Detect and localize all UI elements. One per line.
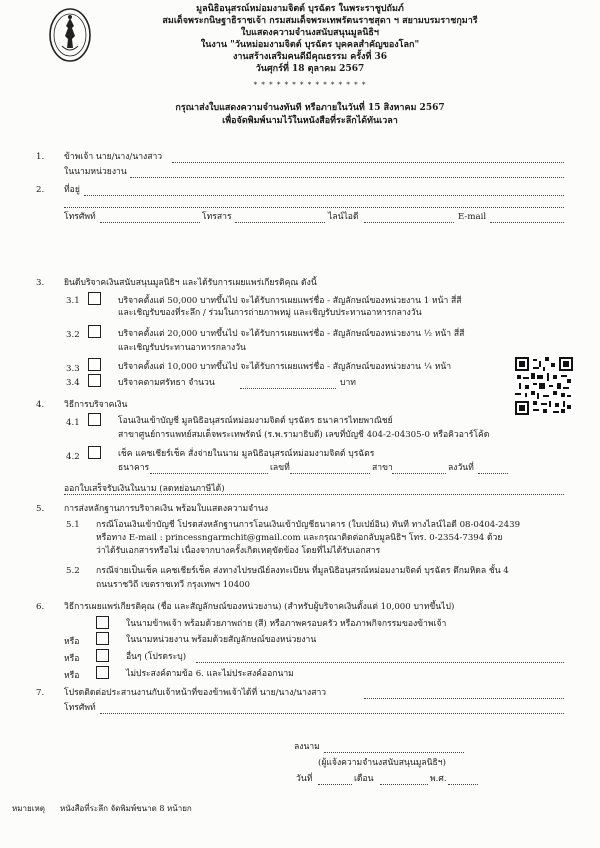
evidence-5-1-line-b: หรือทาง E-mail : princessngarmchit@gmail.com และกรุณาติดต่อกลับมูลนิธิฯ โทร. 0-2354-7394 ด้วย [96,533,503,543]
sign-year-label: พ.ศ. [430,774,447,784]
section4-number: 4. [36,400,45,410]
section2-number: 2. [36,185,45,195]
option-3-1-text-2: และเชิญรับของที่ระลึก / ร่วมในการถ่ายภาพหมู่ และเชิญรับประทานอาหารกลางวัน [118,308,422,318]
address-field-2[interactable] [64,207,564,208]
contact-phone-field[interactable] [100,713,564,714]
publicity-other-field[interactable] [196,662,564,663]
option-3-4-suffix: บาท [340,378,356,388]
branch-field[interactable] [392,473,446,474]
publicity-option-3-checkbox[interactable] [96,649,109,662]
sign-day-field[interactable] [318,784,352,785]
method-4-1-text: โอนเงินเข้าบัญชี มูลนิธิอนุสรณ์หม่อมงามจิตต์ บุรฉัตร ธนาคารไทยพาณิชย์ [118,416,393,426]
cheque-number-field[interactable] [290,473,370,474]
evidence-5-1-number: 5.1 [66,520,80,530]
header-line-2: สมเด็จพระกนิษฐาธิราชเจ้า กรมสมเด็จพระเทพรัตนราชสุดา ฯ สยามบรมราชกุมารี [162,16,478,26]
option-3-1-number: 3.1 [66,296,80,306]
fax-label: โทรสาร [202,212,232,222]
publicity-option-3-text: อื่นๆ (โปรดระบุ) [126,652,187,662]
cheque-date-label: ลงวันที่ [448,463,474,473]
footer-note: หนังสือที่ระลึก จัดพิมพ์ขนาด 8 หน้ายก [60,804,192,813]
bank-field[interactable] [150,473,268,474]
contact-phone-label: โทรศัพท์ [64,703,96,713]
line-id-label: ไลน์ไอดี [328,212,359,222]
publicity-option-4-text: ไม่ประสงค์ตามข้อ 6. และไม่ประสงค์ออกนาม [126,669,294,679]
publicity-option-2-text: ในนามหน่วยงาน พร้อมด้วยสัญลักษณ์ของหน่วยงาน [126,635,317,645]
section2-address-label: ที่อยู่ [64,185,80,195]
publicity-option-1-text: ในนามข้าพเจ้า พร้อมด้วยภาพถ่าย (สี) หรือภาพครอบครัว หรือภาพกิจกรรมของข้าพเจ้า [126,619,447,629]
method-4-2-number: 4.2 [66,452,80,462]
evidence-5-2-line-a: กรณีจ่ายเป็นเช็ค แคชเชียร์เช็ค ส่งทางไปรษณีย์ลงทะเบียน ที่มูลนิธิอนุสรณ์หม่อมงามจิตต์ บุรฉัตร ตึกมหิดล ชั้น 4 [96,566,509,576]
evidence-5-1-line-c: ว่าได้รับเอกสารหรือไม่ เนื่องจากบางครั้งเกิดเหตุขัดข้อง โดยที่ไม่ได้รับเอกสาร [96,546,381,556]
notice-line-2: เพื่อจัดพิมพ์นามไว้ในหนังสือที่ระลึกได้ทันเวลา [222,116,398,126]
footer-note-label: หมายเหตุ [12,804,45,813]
header-line-6: วันศุกร์ที่ 18 ตุลาคม 2567 [255,64,365,74]
section6-title: วิธีการเผยแพร่เกียรติคุณ (ชื่อ และสัญลักษณ์ของหน่วยงาน) (สำหรับผู้บริจาคเงินตั้งแต่ 10,000 บาทขึ้นไป) [64,602,455,612]
signature-field[interactable] [324,752,464,753]
sign-day-label: วันที่ [296,774,313,784]
option-3-2-number: 3.2 [66,330,80,340]
payment-qr-code [515,357,573,415]
section6-number: 6. [36,602,45,612]
option-3-3-number: 3.3 [66,364,80,374]
custom-amount-field[interactable] [240,388,336,389]
signature-label: ลงนาม [294,742,320,752]
sign-month-field[interactable] [380,784,428,785]
cheque-number-label: เลขที่ [270,463,290,473]
option-3-3-checkbox[interactable] [88,358,101,371]
publicity-option-1-checkbox[interactable] [96,616,109,629]
header-line-3: ใบแสดงความจำนงสนับสนุนมูลนิธิฯ [241,28,379,38]
method-4-2-text: เช็ค แคชเชียร์เช็ค สั่งจ่ายในนาม มูลนิธิอนุสรณ์หม่อมงามจิตต์ บุรฉัตร [118,449,375,459]
contact-person-field[interactable] [364,698,564,699]
email-label: E-mail [458,212,487,222]
email-field[interactable] [490,222,564,223]
section7-number: 7. [36,688,45,698]
method-4-1-text-2: สาขาศูนย์การแพทย์สมเด็จพระเทพรัตน์ (ร.พ.รามาธิบดี) เลขที่บัญชี 404-2-04305-0 หรือคิวอาร์โค้ด [118,430,490,440]
section3-title: ยินดีบริจาคเงินสนับสนุนมูลนิธิฯ และได้รับการเผยแพร่เกียรติคุณ ดังนี้ [64,278,317,288]
header-line-1: มูลนิธิอนุสรณ์หม่อมงามจิตต์ บุรฉัตร ในพระราชูปถัมภ์ [196,4,404,14]
cheque-date-field[interactable] [478,473,508,474]
publicity-option-4-checkbox[interactable] [96,666,109,679]
evidence-5-1-line-a: กรณีโอนเงินเข้าบัญชี โปรดส่งหลักฐานการโอนเงินเข้าบัญชีธนาคาร (ใบเปย์อิน) ทันที ทางไลน์ไอดี 08-0404-2439 [96,520,521,530]
section7-label: โปรดติดต่อประสานงานกับเจ้าหน้าที่ของข้าพเจ้าได้ที่ นาย/นาง/นางสาว [64,688,327,698]
header-line-4: ในงาน "วันหม่อมงามจิตต์ บุรฉัตร บุคคลสำคัญของโลก" [200,40,420,50]
method-4-2-checkbox[interactable] [88,446,101,459]
option-3-2-text-2: และเชิญรับประทานอาหารกลางวัน [118,343,246,353]
or-label-3: หรือ [64,671,80,681]
signature-caption: (ผู้แจ้งความจำนงสนับสนุนมูลนิธิฯ) [318,758,446,768]
receipt-name-field[interactable] [64,494,564,495]
option-3-3-text: บริจาคตั้งแต่ 10,000 บาทขึ้นไป จะได้รับการเผยแพร่ชื่อ - สัญลักษณ์ของหน่วยงาน ¼ หน้า [118,362,452,372]
option-3-2-text: บริจาคตั้งแต่ 20,000 บาทขึ้นไป จะได้รับการเผยแพร่ชื่อ - สัญลักษณ์ของหน่วยงาน ½ หน้า สี่สี [118,329,465,339]
or-label-1: หรือ [64,637,80,647]
option-3-1-checkbox[interactable] [88,292,101,305]
organization-field[interactable] [130,177,564,178]
header-line-5: งานสร้างเสริมคนดีมีคุณธรรม ครั้งที่ 36 [232,52,388,62]
header-stars: * * * * * * * * * * * * * * * [253,81,367,89]
section1-number: 1. [36,152,45,162]
publicity-option-2-checkbox[interactable] [96,632,109,645]
method-4-1-number: 4.1 [66,418,80,428]
evidence-5-2-number: 5.2 [66,566,80,576]
line-id-field[interactable] [364,222,454,223]
section4-title: วิธีการบริจาคเงิน [64,400,128,410]
option-3-4-checkbox[interactable] [88,374,101,387]
option-3-4-text: บริจาคตามศรัทธา จำนวน [118,378,215,388]
name-field[interactable] [172,162,564,163]
method-4-1-checkbox[interactable] [88,413,101,426]
phone-label: โทรศัพท์ [64,212,96,222]
section1-org-label: ในนามหน่วยงาน [64,167,127,177]
section3-number: 3. [36,278,45,288]
section5-number: 5. [36,504,45,514]
or-label-2: หรือ [64,654,80,664]
section1-label: ข้าพเจ้า นาย/นาง/นางสาว [64,152,163,162]
section5-title: การส่งหลักฐานการบริจาคเงิน พร้อมใบแสดงความจำนง [64,504,269,514]
option-3-4-number: 3.4 [66,378,80,388]
evidence-5-2-line-b: ถนนราชวิถี เขตราชเทวี กรุงเทพฯ 10400 [96,580,250,590]
address-field[interactable] [84,195,564,196]
notice-line-1: กรุณาส่งใบแสดงความจำนงทันที หรือภายในวันที่ 15 สิงหาคม 2567 [175,103,445,113]
option-3-1-text: บริจาคตั้งแต่ 50,000 บาทขึ้นไป จะได้รับการเผยแพร่ชื่อ - สัญลักษณ์ของหน่วยงาน 1 หน้า สี่สี [118,296,462,306]
sign-year-field[interactable] [448,784,478,785]
bank-label: ธนาคาร [118,463,150,473]
branch-label: สาขา [372,463,393,473]
receipt-name-label: ออกใบเสร็จรับเงินในนาม (ลดหย่อนภาษีได้) [64,484,225,494]
option-3-2-checkbox[interactable] [88,325,101,338]
phone-field[interactable] [100,222,200,223]
sign-month-label: เดือน [354,774,374,784]
fax-field[interactable] [235,222,325,223]
